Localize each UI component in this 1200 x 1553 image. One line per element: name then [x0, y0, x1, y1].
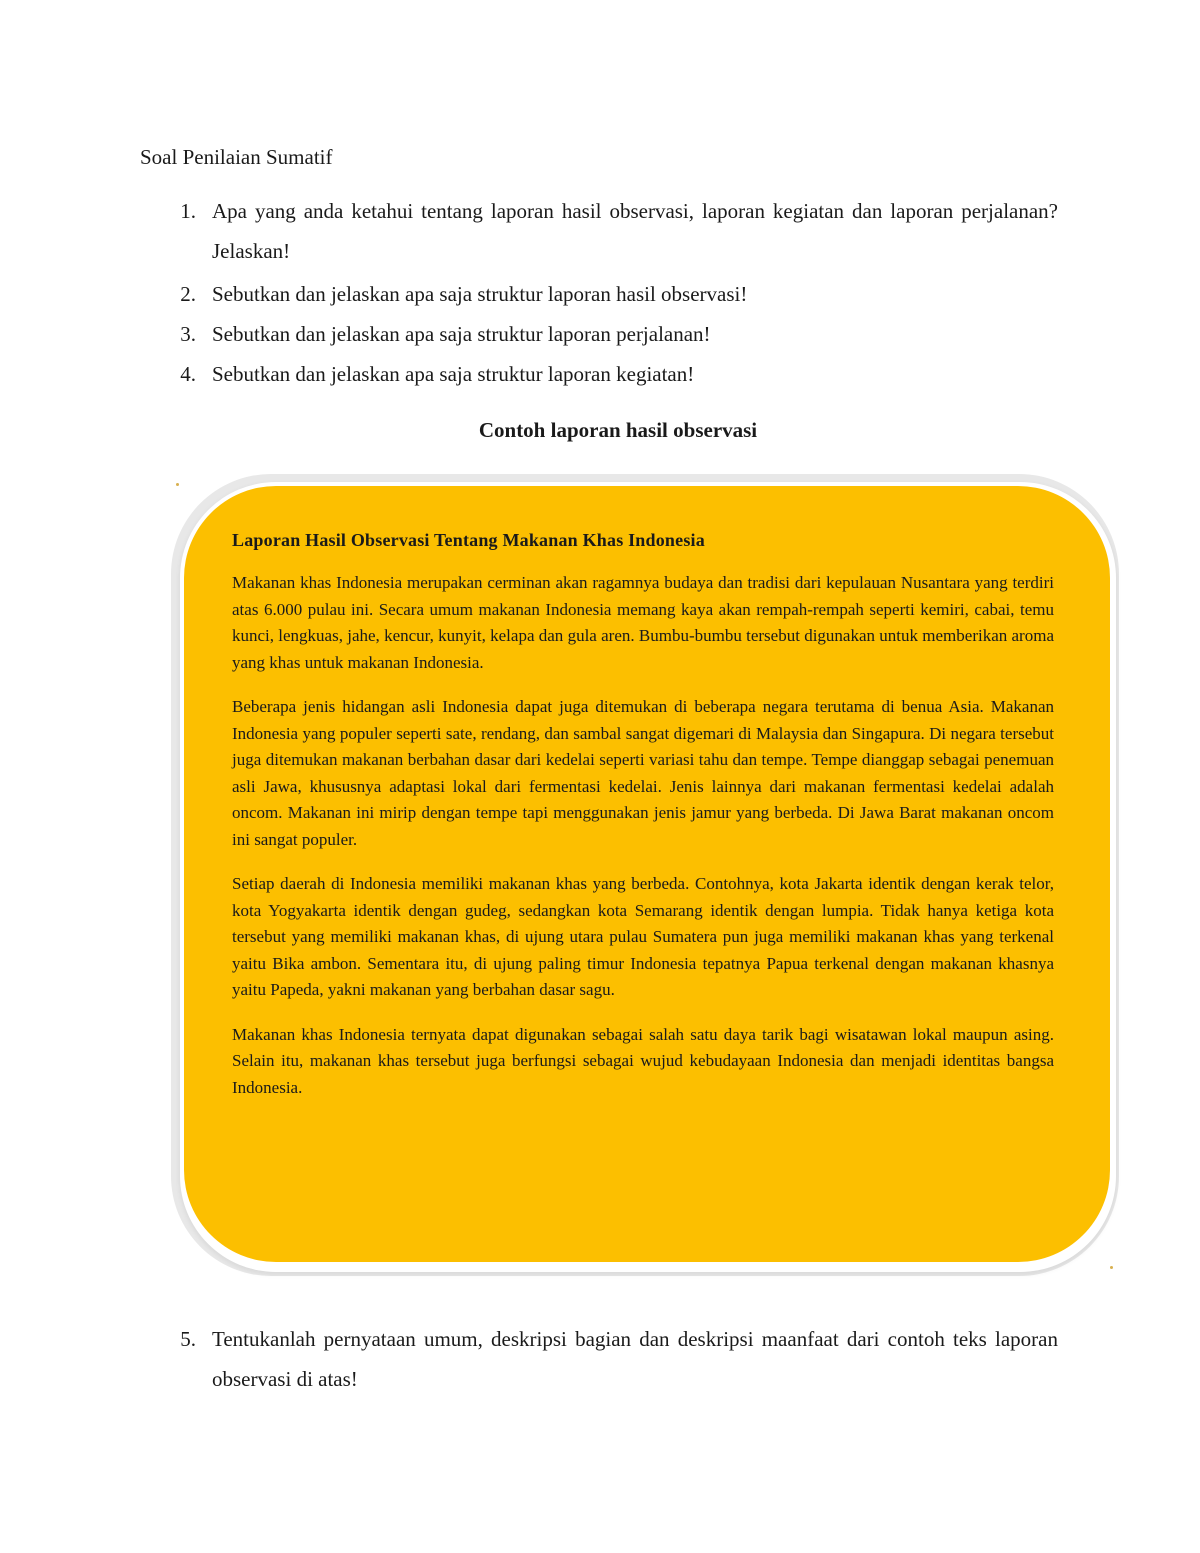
- question-text: Sebutkan dan jelaskan apa saja struktur laporan kegiatan!: [212, 362, 695, 386]
- question-text: Apa yang anda ketahui tentang laporan hasil observasi, laporan kegiatan dan laporan perjalanan? Jelaskan!: [212, 199, 1058, 263]
- section-title: Contoh laporan hasil observasi: [478, 418, 758, 442]
- question-number: 3.: [180, 322, 196, 346]
- report-paragraph-3: Setiap daerah di Indonesia memiliki makanan khas yang berbeda. Contohnya, kota Jakarta identik dengan kerak telor, kota Yogyakarta identik dengan gudeg, sedangkan kota Semarang identik dengan lumpia. Tidak hanya ketiga kota tersebut yang memiliki makanan khas, di ujung utara pulau Sumatera pun juga memiliki makanan khas yang terkenal yaitu Bika ambon. Sementara itu, di ujung paling timur Indonesia tepatnya Papua terkenal dengan makanan khasnya yaitu Papeda, yakni makanan yang berbahan dasar sagu.: [232, 874, 1054, 999]
- report-paragraph-4: Makanan khas Indonesia ternyata dapat digunakan sebagai salah satu daya tarik bagi wisatawan lokal maupun asing. Selain itu, makanan khas tersebut juga berfungsi sebagai wujud kebudayaan Indonesia dan menjadi identitas bangsa Indonesia.: [232, 1024, 1054, 1097]
- question-text: Sebutkan dan jelaskan apa saja struktur laporan perjalanan!: [212, 322, 711, 346]
- report-paragraph-2: Beberapa jenis hidangan asli Indonesia dapat juga ditemukan di beberapa negara terutama di benua Asia. Makanan Indonesia yang populer seperti sate, rendang, dan sambal sangat digemari di Malaysia dan Singapura. Di negara tersebut juga ditemukan makanan berbahan dasar dari kedelai seperti variasi tahu dan tempe. Tempe dianggap sebagai penemuan asli Jawa, khususnya adaptasi lokal dari fermentasi kedelai. Jenis lainnya dari makanan fermentasi kedelai adalah oncom. Makanan ini mirip dengan tempe tapi menggunakan jenis jamur yang berbeda. Di Jawa Barat makanan oncom ini sangat populer.: [232, 697, 1054, 849]
- decoration-dot: [1110, 1266, 1113, 1269]
- question-number: 5.: [180, 1327, 196, 1351]
- question-text: Tentukanlah pernyataan umum, deskripsi bagian dan deskripsi maanfaat dari contoh teks laporan observasi di atas!: [212, 1327, 1058, 1391]
- question-number: 2.: [180, 282, 196, 306]
- question-number: 1.: [180, 199, 196, 223]
- decoration-dot: [176, 483, 179, 486]
- document-title: Soal Penilaian Sumatif: [140, 145, 333, 169]
- report-body: [232, 570, 1054, 1119]
- report-paragraph-1: Makanan khas Indonesia merupakan cerminan akan ragamnya budaya dan tradisi dari kepulauan Nusantara yang terdiri atas 6.000 pulau ini. Secara umum makanan Indonesia memang kaya akan rempah-rempah seperti kemiri, cabai, temu kunci, lengkuas, jahe, kencur, kunyit, kelapa dan gula aren. Bumbu-bumbu tersebut digunakan untuk memberikan aroma yang khas untuk makanan Indonesia.: [232, 573, 1054, 672]
- report-title: Laporan Hasil Observasi Tentang Makanan Khas Indonesia: [232, 530, 705, 550]
- question-text: Sebutkan dan jelaskan apa saja struktur laporan hasil observasi!: [212, 282, 748, 306]
- question-number: 4.: [180, 362, 196, 386]
